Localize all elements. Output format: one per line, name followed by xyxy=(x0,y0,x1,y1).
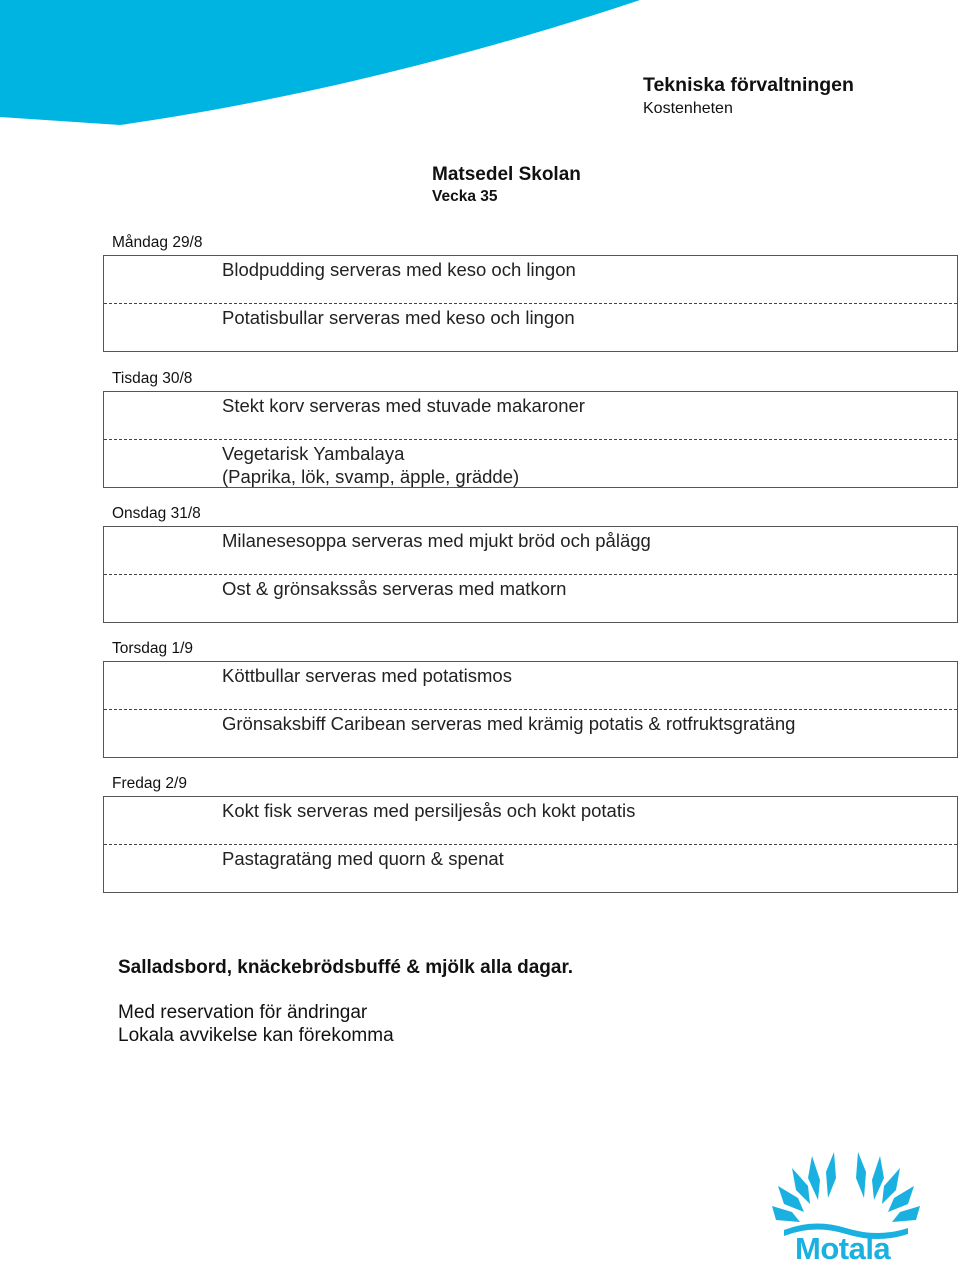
day-label: Tisdag 30/8 xyxy=(112,370,193,387)
dish-divider xyxy=(104,844,957,845)
organization-name: Tekniska förvaltningen xyxy=(643,74,854,96)
day-box xyxy=(103,661,958,758)
dish-2: Pastagratäng med quorn & spenat xyxy=(222,848,504,869)
footer-notes xyxy=(118,1001,394,1047)
local-deviation-note: Lokala avvikelse kan förekomma xyxy=(118,1025,394,1046)
day-label: Torsdag 1/9 xyxy=(112,640,193,657)
reservation-note: Med reservation för ändringar xyxy=(118,1002,368,1023)
day-label: Onsdag 31/8 xyxy=(112,505,201,522)
day-box xyxy=(103,796,958,893)
menu-week: Vecka 35 xyxy=(432,188,498,205)
organization-unit: Kostenheten xyxy=(643,100,733,117)
dish-2-ingredients: (Paprika, lök, svamp, äpple, grädde) xyxy=(222,466,520,487)
organization-block xyxy=(643,73,854,120)
dish-2: Vegetarisk Yambalaya xyxy=(222,443,405,464)
logo-text: Motala xyxy=(795,1231,891,1266)
menu-heading xyxy=(432,164,581,207)
dish-1: Stekt korv serveras med stuvade makaroner xyxy=(222,395,585,416)
dish-divider xyxy=(104,303,957,304)
day-label: Måndag 29/8 xyxy=(112,234,203,251)
dish-divider xyxy=(104,574,957,575)
day-box xyxy=(103,391,958,488)
dish-divider xyxy=(104,439,957,440)
dish-1: Kokt fisk serveras med persiljesås och kokt potatis xyxy=(222,800,636,821)
day-box xyxy=(103,255,958,352)
dish-1: Blodpudding serveras med keso och lingon xyxy=(222,259,576,280)
dish-1: Milanesesoppa serveras med mjukt bröd och pålägg xyxy=(222,530,651,551)
menu-title: Matsedel Skolan xyxy=(432,164,581,185)
day-label: Fredag 2/9 xyxy=(112,775,187,792)
day-box xyxy=(103,526,958,623)
dish-2: Ost & grönsakssås serveras med matkorn xyxy=(222,578,567,599)
daily-info: Salladsbord, knäckebrödsbuffé & mjölk alla dagar. xyxy=(118,957,574,978)
dish-divider xyxy=(104,709,957,710)
dish-1: Köttbullar serveras med potatismos xyxy=(222,665,512,686)
dish-2: Grönsaksbiff Caribean serveras med krämig potatis & rotfruktsgratäng xyxy=(222,713,796,734)
dish-2: Potatisbullar serveras med keso och lingon xyxy=(222,307,575,328)
